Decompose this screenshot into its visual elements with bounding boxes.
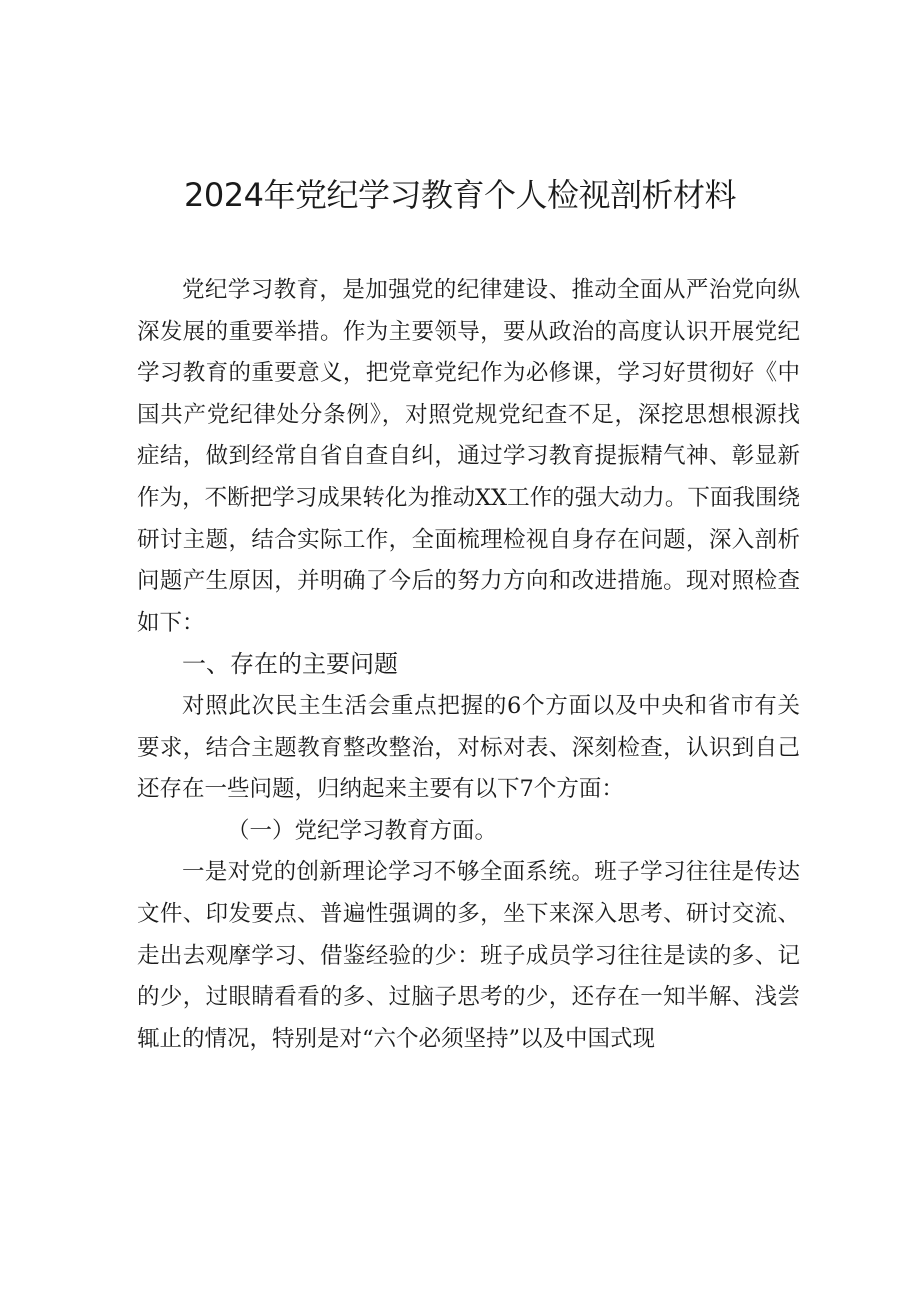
document-body [137,270,800,1060]
document-title: 2024年党纪学习教育个人检视剖析材料 [184,176,736,214]
section-heading: 一、存在的主要问题 [182,650,398,679]
point-one-paragraph: 一是对党的创新理论学习不够全面系统。班子学习往往是传达文件、印发要点、普遍性强调的多，坐下来深入思考、研讨交流、走出去观摩学习、借鉴经验的少：班子成员学习往往是读的多、记的少，过眼睛看看的多、过脑子思考的少，还存在一知半解、浅尝辄止的情况，特别是对“六个必须坚持”以及中国式现 [137,859,800,1052]
section-intro-paragraph: 对照此次民主生活会重点把握的6个方面以及中央和省市有关要求，结合主题教育整改整治，对标对表、深刻检查，认识到自己还存在一些问题，归纳起来主要有以下7个方面： [137,692,800,803]
intro-paragraph: 党纪学习教育，是加强党的纪律建设、推动全面从严治党向纵深发展的重要举措。作为主要领导，要从政治的高度认识开展党纪学习教育的重要意义，把党章党纪作为必修课，学习好贯彻好《中国共产党纪律处分条例》，对照党规党纪查不足，深挖思想根源找症结，做到经常自省自查自纠，通过学习教育提振精气神、彰显新作为，不断把学习成果转化为推动XX工作的强大动力。下面我围绕研讨主题，结合实际工作，全面梳理检视自身存在问题，深入剖析问题产生原因，并明确了今后的努力方向和改进措施。现对照检查如下： [137,277,800,636]
subsection-heading: （一）党纪学习教育方面。 [227,817,498,844]
